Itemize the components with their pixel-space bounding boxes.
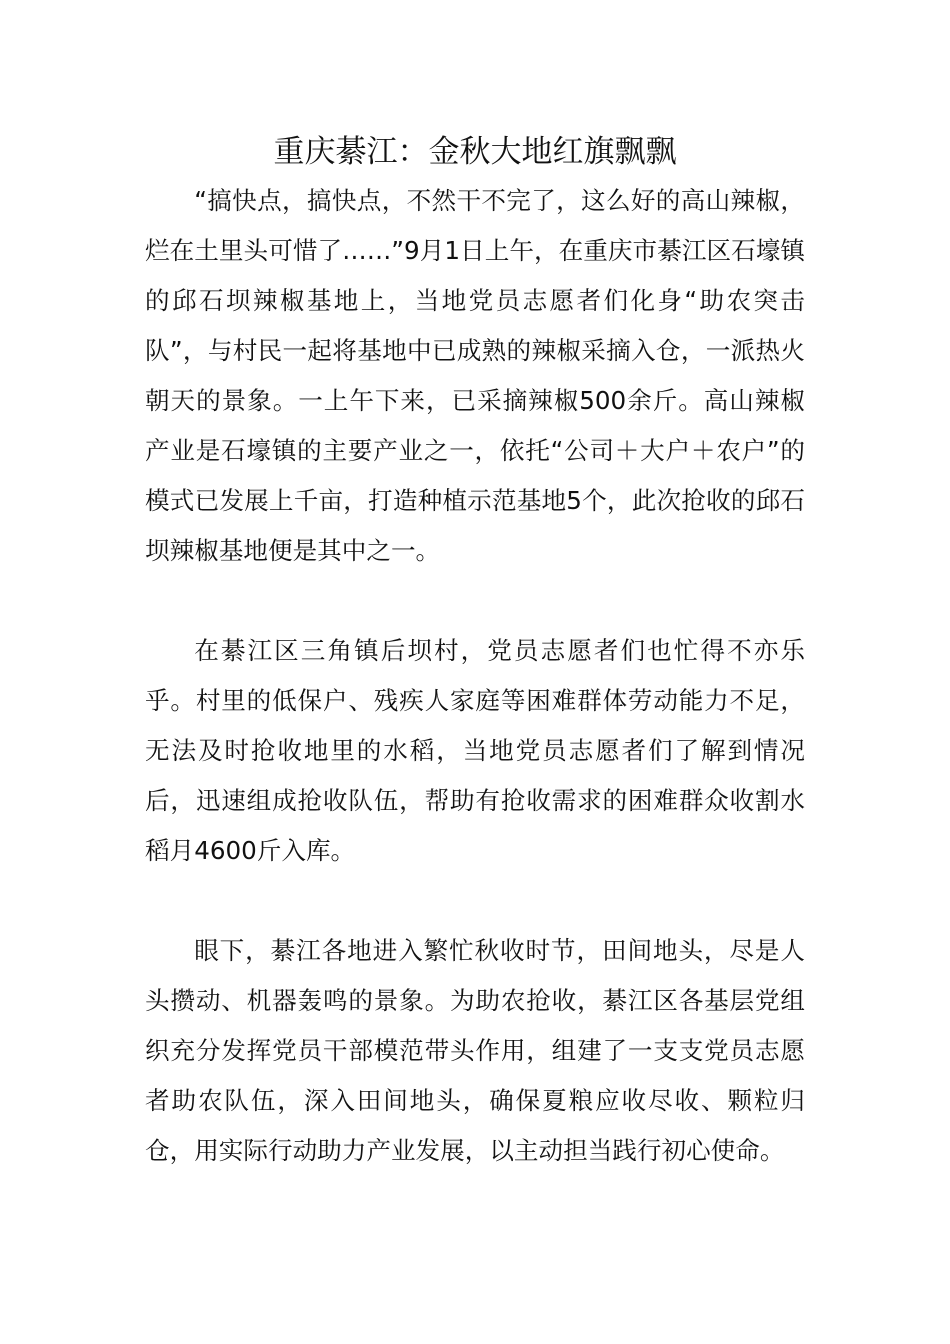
paragraph-spacer (145, 876, 805, 926)
document-body (145, 176, 805, 1176)
paragraph-2: 在綦江区三角镇后坝村，党员志愿者们也忙得不亦乐乎。村里的低保户、残疾人家庭等困难群体劳动能力不足，无法及时抢收地里的水稻，当地党员志愿者们了解到情况后，迅速组成抢收队伍，帮助有抢收需求的困难群众收割水稻月4600斤入库。 (145, 636, 805, 865)
paragraph-1: “搞快点，搞快点，不然干不完了，这么好的高山辣椒，烂在土里头可惜了……”9月1日上午，在重庆市綦江区石壕镇的邱石坝辣椒基地上，当地党员志愿者们化身“助农突击队”，与村民一起将基地中已成熟的辣椒采摘入仓，一派热火朝天的景象。一上午下来，已采摘辣椒500余斤。高山辣椒产业是石壕镇的主要产业之一，依托“公司＋大户＋农户”的模式已发展上千亩，打造种植示范基地5个，此次抢收的邱石坝辣椒基地便是其中之一。 (145, 186, 805, 565)
document-title: 重庆綦江：金秋大地红旗飘飘 (273, 134, 677, 170)
paragraph-spacer (145, 576, 805, 626)
paragraph-3: 眼下，綦江各地进入繁忙秋收时节，田间地头，尽是人头攒动、机器轰鸣的景象。为助农抢收，綦江区各基层党组织充分发挥党员干部模范带头作用，组建了一支支党员志愿者助农队伍，深入田间地头，确保夏粮应收尽收、颗粒归仓，用实际行动助力产业发展，以主动担当践行初心使命。 (145, 936, 805, 1165)
